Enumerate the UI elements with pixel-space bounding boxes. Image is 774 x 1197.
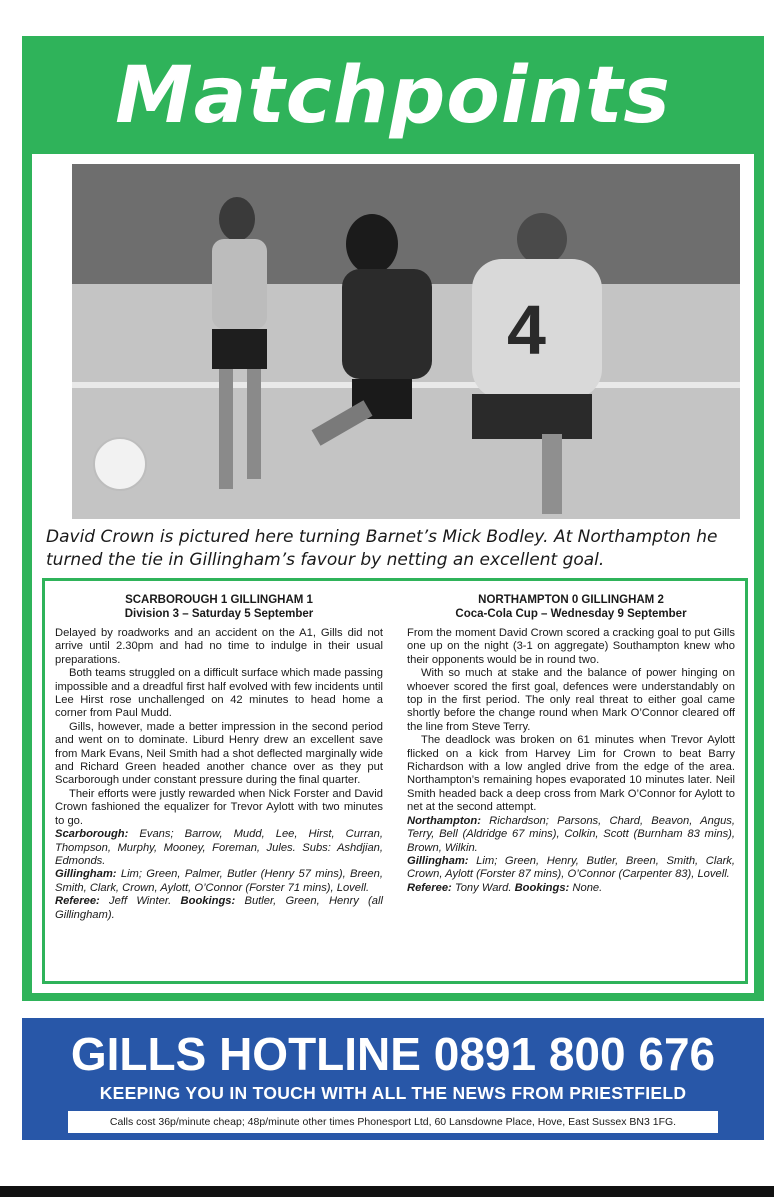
matchpoints-panel — [22, 36, 764, 1001]
report-paragraph: Both teams struggled on a difficult surface which made passing impossible and a dreadful first half evolved with few incidents until Lee Hirst rose unchallenged on 42 minutes to head home a corner from Paul Mudd. — [55, 667, 383, 720]
report-heading: SCARBOROUGH 1 GILLINGHAM 1 — [125, 594, 313, 606]
team-lineup — [407, 815, 735, 855]
team-label: Gillingham: — [407, 854, 469, 867]
referee-name: Tony Ward. — [451, 881, 515, 894]
report-paragraph: With so much at stake and the balance of power hinging on whoever scored the first goal, defences were understandably on top in the first period. The only real threat to either goal came shortly before the change round when Mark O’Connor cleared off the line from Steve Terry. — [407, 667, 735, 733]
report-northampton — [407, 593, 735, 895]
report-scarborough — [55, 593, 383, 922]
bookings-label: Bookings: — [180, 895, 236, 908]
content-area — [32, 154, 754, 993]
report-subheading: Coca-Cola Cup – Wednesday 9 September — [455, 608, 687, 620]
report-subheading: Division 3 – Saturday 5 September — [124, 608, 314, 620]
report-heading: NORTHAMPTON 0 GILLINGHAM 2 — [478, 594, 664, 606]
team-label: Scarborough: — [55, 828, 129, 841]
team-label: Gillingham: — [55, 868, 117, 881]
hotline-banner — [22, 1018, 764, 1140]
photo-caption: David Crown is pictured here turning Barnet’s Mick Bodley. At Northampton he turned the tie in Gillingham’s favour by netting an excellent goal. — [46, 527, 718, 570]
report-paragraph: Delayed by roadworks and an accident on the A1, Gills did not arrive until 2.30pm and had no time to indulge in their usual preparations. — [55, 627, 383, 666]
team-lineup — [407, 855, 735, 882]
svg-text:4: 4 — [507, 291, 546, 369]
match-reports-box — [42, 578, 748, 984]
referee-label: Referee: — [407, 881, 452, 894]
team-players: Lim; Green, Henry, Butler, Breen, Smith, Clark, Crown, Aylott (Forster 87 mins), O’Connor (Carpenter 83), Lovell. — [407, 854, 735, 881]
report-paragraph: Gills, however, made a better impression in the second period and went on to dominate. Liburd Henry drew an excellent save from Mark Evans, Neil Smith had a shot deflected marginally wide and Richard Green headed another chance over as they put Scarborough under constant pressure during the final quarter. — [55, 720, 383, 787]
bookings-text: Butler, Green, Henry (all Gillingham). — [55, 895, 383, 921]
team-players: Lim; Green, Palmer, Butler (Henry 57 mins), Breen, Smith, Clark, Crown, Aylott, O’Connor (Forster 71 mins), Lovell. — [55, 868, 383, 894]
report-paragraph: The deadlock was broken on 61 minutes when Trevor Aylott flicked on a kick from Harvey Lim for Crown to beat Barry Richardson with a low angled drive from the edge of the area. Northampton’s remaining hopes evaporated 10 minutes later. Neil Smith headed back a deep cross from Mark O’Connor for Aylott to net at the second attempt. — [407, 734, 735, 814]
team-players: Evans; Barrow, Mudd, Lee, Hirst, Curran, Thompson, Murphy, Mooney, Foreman, Jules. Subs: Ashdjian, Edmonds. — [55, 828, 383, 867]
bookings-text: None. — [569, 881, 603, 894]
page-bottom-edge — [0, 1186, 774, 1197]
referee-name: Jeff Winter. — [99, 895, 181, 908]
referee-line — [55, 895, 383, 922]
team-label: Northampton: — [407, 814, 481, 827]
page-margin-top — [0, 0, 774, 36]
team-lineup — [55, 868, 383, 895]
referee-label: Referee: — [55, 895, 100, 908]
photo-illustration — [72, 164, 740, 519]
football-action-photo — [72, 164, 740, 519]
hotline-small-print: Calls cost 36p/minute cheap; 48p/minute other times Phonesport Ltd, 60 Lansdowne Place, Hove, East Sussex BN3 1FG. — [68, 1111, 718, 1133]
report-paragraph: Their efforts were justly rewarded when Nick Forster and David Crown fashioned the equalizer for Trevor Aylott with two minutes to go. — [55, 787, 383, 827]
referee-line — [407, 882, 735, 895]
hotline-number: GILLS HOTLINE 0891 800 676 — [70, 1028, 716, 1080]
team-players: Richardson; Parsons, Chard, Beavon, Angus, Terry, Bell (Aldridge 67 mins), Colkin, Scott (Burnham 83 mins), Brown, Wilkin. — [407, 814, 735, 854]
report-paragraph: From the moment David Crown scored a cracking goal to put Gills one up on the night (3-1 on aggregate) Southampton knew who their opponents would be in round two. — [407, 627, 735, 666]
team-lineup — [55, 828, 383, 868]
hotline-tagline: KEEPING YOU IN TOUCH WITH ALL THE NEWS FROM PRIESTFIELD — [99, 1083, 687, 1103]
bookings-label: Bookings: — [514, 881, 570, 894]
page-title: Matchpoints — [115, 51, 671, 141]
